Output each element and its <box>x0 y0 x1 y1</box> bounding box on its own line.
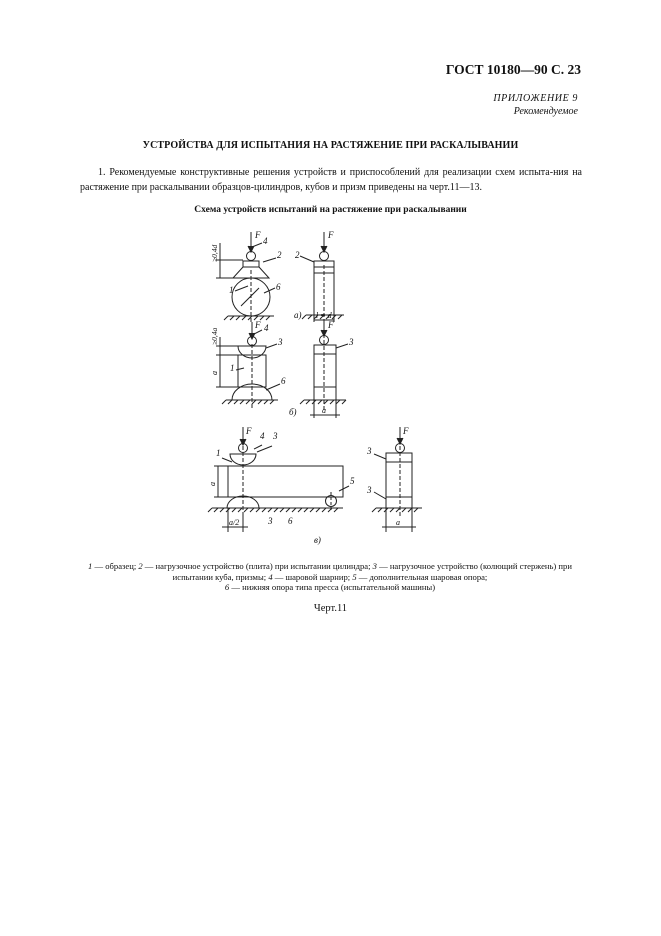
callout-4: 4 <box>264 323 269 333</box>
panel-c-right-view <box>372 427 422 532</box>
callout-4: 4 <box>260 431 265 441</box>
legend-text-3: — нагрузочное устройство (колющий стержень) при испытании куба, призмы; <box>172 561 572 582</box>
panel-b-label: б) <box>289 407 297 417</box>
legend-text-2: — нагрузочное устройство (плита) при испытании цилиндра; <box>142 561 373 571</box>
panel-b-right-view <box>300 322 348 418</box>
dimension-l-eq-d: l = d <box>316 311 332 320</box>
legend-text-6: — нижняя опора типа пресса (испытательной машины) <box>229 582 436 592</box>
callout-6: 6 <box>288 516 293 526</box>
force-label: F <box>328 320 334 330</box>
callout-2: 2 <box>295 250 300 260</box>
callout-1: 1 <box>216 448 221 458</box>
legend-text-5: — дополнительная шаровая опора; <box>356 571 488 582</box>
callout-1: 1 <box>229 285 234 295</box>
legend-num-6: 6 <box>224 582 230 592</box>
panel-c-label: в) <box>314 535 321 545</box>
dimension-a: a <box>396 518 400 527</box>
appendix-status: Рекомендуемое <box>513 106 578 117</box>
page-header: ГОСТ 10180—90 С. 23 <box>445 62 581 77</box>
callout-3: 3 <box>367 446 372 456</box>
legend-num-1: 1 <box>88 561 93 571</box>
panel-b-left-view <box>216 322 280 410</box>
dimension-min-0-4a: ≥0,4a <box>210 327 219 345</box>
callout-6: 6 <box>276 282 281 292</box>
callout-3: 3 <box>278 337 283 347</box>
dimension-a-half: a/2 <box>229 518 240 527</box>
panel-c-left-view <box>208 427 349 532</box>
body-paragraph: 1. Рекомендуемые конструктивные решения устройств и приспособлений для реализации схем испыта-ния на растяжение при раскалывании образцов-цилиндров, кубов и призм приведены на черт.11—13. <box>80 167 582 193</box>
legend-num-4: 4 <box>268 571 273 582</box>
dimension-a: a <box>208 482 217 486</box>
legend-text-1: — образец; <box>92 561 139 571</box>
figure-caption: Черт.11 <box>313 603 348 614</box>
force-label: F <box>255 320 261 330</box>
callout-4: 4 <box>263 236 268 246</box>
callout-2: 2 <box>277 250 282 260</box>
force-label: F <box>403 426 409 436</box>
legend-num-2: 2 <box>138 561 143 571</box>
appendix-label: ПРИЛОЖЕНИЕ 9 <box>493 93 578 104</box>
panel-a-label: а) <box>294 310 302 320</box>
callout-3: 3 <box>268 516 273 526</box>
callout-5: 5 <box>350 476 355 486</box>
force-label: F <box>255 230 261 240</box>
dimension-a: a <box>322 406 326 415</box>
legend-num-5: 5 <box>352 571 357 582</box>
legend-num-3: 3 <box>372 561 377 571</box>
dimension-a: a <box>210 371 219 375</box>
force-label: F <box>246 426 252 436</box>
figure-title: Схема устройств испытаний на растяжение при раскалывании <box>194 205 467 215</box>
callout-3: 3 <box>349 337 354 347</box>
force-label: F <box>328 230 334 240</box>
callout-1: 1 <box>230 363 235 373</box>
dimension-min-0-4d: ≥0,4d <box>210 244 219 262</box>
section-title: УСТРОЙСТВА ДЛЯ ИСПЫТАНИЯ НА РАСТЯЖЕНИЕ ПРИ РАСКАЛЫВАНИИ <box>142 140 519 151</box>
legend-text-4: — шаровой шарнир; <box>272 571 353 582</box>
callout-3: 3 <box>367 485 372 495</box>
callout-6: 6 <box>281 376 286 386</box>
figure-legend <box>70 561 590 593</box>
callout-3: 3 <box>273 431 278 441</box>
